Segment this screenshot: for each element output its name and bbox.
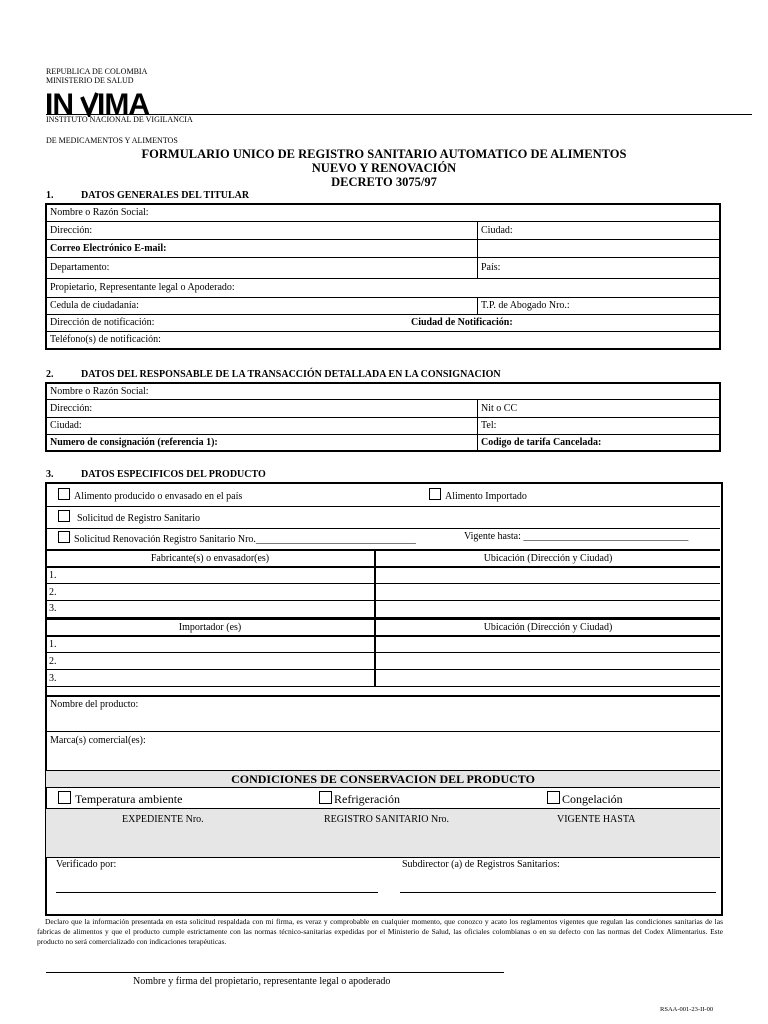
owner-signature-line[interactable] [46,972,504,973]
s1-pais[interactable] [478,257,721,278]
s1-nombre[interactable] [46,204,720,221]
opt-congelacion[interactable] [547,791,623,807]
checkbox-temperatura[interactable] [58,791,71,804]
expediente-label: EXPEDIENTE Nro. [122,814,204,825]
section2-table [45,382,721,452]
s2-tel[interactable] [478,417,721,434]
fabricantes-ubicacion-header: Ubicación (Dirección y Ciudad) [375,551,720,567]
registro-sanitario-label: REGISTRO SANITARIO Nro. [324,814,450,825]
section3-number: 3. [46,469,54,480]
s3-divider-5 [46,731,720,732]
s1-ciudad-notificacion-label: Ciudad de Notificación: [411,317,513,328]
importador-ubicacion-header: Ubicación (Dirección y Ciudad) [375,620,720,636]
vigente-hasta-field[interactable]: Vigente hasta: _________________________________ [464,531,689,542]
s3-divider-4 [46,695,720,697]
form-code: RSAA-001-23-II-00 [660,1006,714,1013]
s3-divider-1 [46,506,720,507]
opt-refrigeracion-label: Refrigeración [334,792,400,806]
s2-direccion[interactable] [46,399,478,417]
owner-signature-label: Nombre y firma del propietario, representante legal o apoderado [133,976,391,987]
s1-tp-abogado[interactable] [478,297,721,314]
form-subtitle: NUEVO Y RENOVACIÓN [311,161,457,175]
importador-row-3[interactable]: 3. [46,670,375,687]
section3-heading [46,469,266,480]
form-title: FORMULARIO UNICO DE REGISTRO SANITARIO AUTOMATICO DE ALIMENTOS [141,147,627,161]
fabricantes-table [46,550,720,687]
section1-title: DATOS GENERALES DEL TITULAR [81,190,250,201]
svg-text:IMA: IMA [97,89,149,117]
s2-consignacion-label: Numero de consignación (referencia 1): [50,436,218,448]
s1-nombre-label: Nombre o Razón Social: [50,207,149,219]
importador-ubicacion-3[interactable] [375,670,720,687]
opt-refrigeracion[interactable] [319,791,400,807]
s1-dir-notificacion-label: Dirección de notificación: [50,317,155,328]
importador-ubicacion-1[interactable] [375,636,720,653]
section1-table [45,203,721,350]
importador-row-2[interactable]: 2. [46,653,375,670]
marcas-field[interactable]: Marca(s) comercial(es): [50,735,146,746]
importador-header: Importador (es) [46,620,375,636]
checkbox-importado[interactable] [429,488,441,500]
fabricante-ubicacion-1[interactable] [375,567,720,584]
s2-consignacion[interactable] [46,434,478,451]
opt-renovacion-label: Solicitud Renovación Registro Sanitario Nro.________________________________ [74,534,416,545]
opt-temperatura-label: Temperatura ambiente [75,792,183,806]
nombre-producto-field[interactable]: Nombre del producto: [50,699,139,710]
opt-congelacion-label: Congelación [562,792,623,806]
s1-cedula-label: Cedula de ciudadanía: [50,300,139,311]
s1-propietario-label: Propietario, Representante legal o Apoderado: [50,282,235,293]
importador-row-1[interactable]: 1. [46,636,375,653]
opt-producido-pais[interactable] [58,488,242,502]
header-institute-2: DE MEDICAMENTOS Y ALIMENTOS [46,136,178,145]
checkbox-refrigeracion[interactable] [319,791,332,804]
section1-number: 1. [46,190,54,201]
s1-departamento-label: Departamento: [50,262,110,273]
s1-cedula[interactable] [46,297,478,314]
s2-nombre-label: Nombre o Razón Social: [50,385,149,397]
opt-importado[interactable] [429,488,527,502]
s1-notificacion-row[interactable] [46,314,720,331]
s1-telefono-label: Teléfono(s) de notificación: [50,334,161,346]
s1-correo-label: Correo Electrónico E-mail: [50,242,167,254]
header-institute-1: INSTITUTO NACIONAL DE VIGILANCIA [46,115,193,124]
header-ministry: MINISTERIO DE SALUD [46,76,134,85]
s1-departamento[interactable] [46,257,478,278]
verificado-signature-line[interactable] [56,892,378,893]
s1-direccion-label: Dirección: [50,224,93,236]
fabricante-row-1[interactable]: 1. [46,567,375,584]
s2-tel-label: Tel: [481,420,497,431]
checkbox-renovacion[interactable] [58,531,70,543]
section2-title: DATOS DEL RESPONSABLE DE LA TRANSACCIÓN DETALLADA EN LA CONSIGNACION [81,369,501,380]
s2-nombre[interactable] [46,383,720,399]
checkbox-producido-pais[interactable] [58,488,70,500]
importador-ubicacion-2[interactable] [375,653,720,670]
s3-divider-2 [46,528,720,529]
s1-ciudad[interactable] [478,221,721,239]
s1-tp-abogado-label: T.P. de Abogado Nro.: [481,300,570,311]
checkbox-congelacion[interactable] [547,791,560,804]
s2-direccion-label: Dirección: [50,402,93,414]
s2-ciudad-label: Ciudad: [50,420,82,431]
s2-nit[interactable] [478,399,721,417]
section2-number: 2. [46,369,54,380]
s2-tarifa[interactable] [478,434,721,451]
s2-tarifa-label: Codigo de tarifa Cancelada: [481,436,602,448]
declaration-text: Declaro que la información presentada en esta solicitud respaldada con mi firma, es veraz y comprobable en cualquier momento, que conozco y acato los reglamentos vigentes que regulan las condiciones sanitarias de las fabricas de alimentos y que el producto cumple estrictamente con las normas técnico-sanitarias expedidas por el Ministerio de Salud, las oficiales colombianas o en su defecto con las normas del Codex Alimentarius. Este producto no será comercializado con indicaciones terapéuticas. [37,917,723,946]
s2-nit-label: Nit o CC [481,402,518,414]
header-country: REPUBLICA DE COLOMBIA [46,67,148,76]
opt-renovacion[interactable] [58,531,416,545]
fabricante-ubicacion-2[interactable] [375,584,720,601]
conservacion-title: CONDICIONES DE CONSERVACION DEL PRODUCTO [46,770,720,788]
s1-direccion[interactable] [46,221,478,239]
s1-pais-label: País: [481,262,501,273]
fabricantes-header: Fabricante(s) o envasador(es) [46,551,375,567]
checkbox-solicitud[interactable] [58,510,70,522]
verificado-label: Verificado por: [56,859,117,870]
s2-ciudad[interactable] [46,417,478,434]
fabricante-row-3[interactable]: 3. [46,601,375,618]
invima-logo-mark [45,89,149,117]
section1-heading [46,190,249,201]
fabricante-ubicacion-3[interactable] [375,601,720,618]
form-decree: DECRETO 3075/97 [331,175,437,189]
section3-title: DATOS ESPECIFICOS DEL PRODUCTO [81,469,266,480]
s1-ciudad-label: Ciudad: [481,224,513,236]
subdirector-signature-line[interactable] [400,892,716,893]
s1-correo-extra[interactable] [478,239,721,257]
opt-producido-pais-label: Alimento producido o envasado en el país [74,491,243,502]
opt-solicitud-label: Solicitud de Registro Sanitario [77,513,201,524]
s1-propietario[interactable] [46,278,720,297]
subdirector-label: Subdirector (a) de Registros Sanitarios: [402,859,560,870]
s1-telefono[interactable] [46,331,720,349]
section2-heading [46,369,501,380]
opt-importado-label: Alimento Importado [445,491,527,502]
vigente-hasta-label: VIGENTE HASTA [557,814,636,825]
fabricante-row-2[interactable]: 2. [46,584,375,601]
opt-temperatura[interactable] [58,791,182,807]
svg-text:IN: IN [45,89,73,117]
s1-correo[interactable] [46,239,478,257]
opt-solicitud[interactable] [58,510,200,524]
